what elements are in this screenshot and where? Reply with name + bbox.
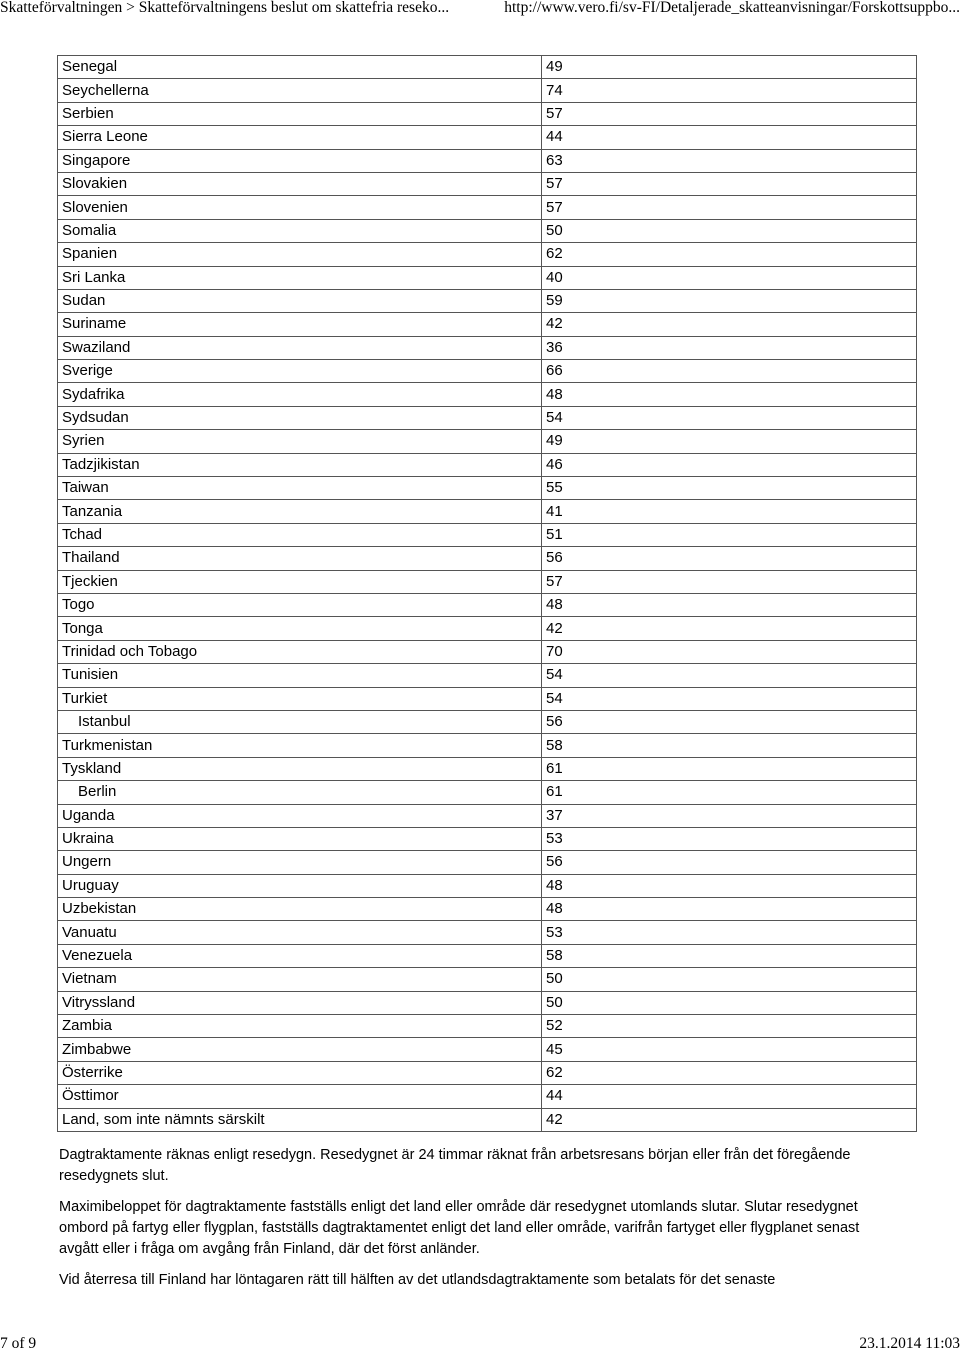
table-row: [58, 570, 917, 593]
table-row: [58, 664, 917, 687]
country-cell: Berlin: [58, 781, 542, 804]
print-footer: [0, 1336, 960, 1353]
amount-cell: 50: [542, 991, 917, 1014]
table-row: [58, 313, 917, 336]
amount-cell: 42: [542, 313, 917, 336]
amount-cell: 41: [542, 500, 917, 523]
note-paragraph-3: Vid återresa till Finland har löntagaren rätt till hälften av det utlandsdagtraktamente som betalats för det senaste: [59, 1272, 776, 1288]
amount-cell: 53: [542, 827, 917, 850]
table-row: [58, 593, 917, 616]
country-cell: Seychellerna: [58, 79, 542, 102]
print-header: [0, 0, 960, 22]
table-row: [58, 500, 917, 523]
table-row: [58, 430, 917, 453]
amount-cell: 54: [542, 664, 917, 687]
amount-cell: 50: [542, 219, 917, 242]
table-row: [58, 968, 917, 991]
country-cell: Sudan: [58, 289, 542, 312]
country-cell: Sierra Leone: [58, 126, 542, 149]
country-cell: Somalia: [58, 219, 542, 242]
country-cell: Turkiet: [58, 687, 542, 710]
country-cell: Swaziland: [58, 336, 542, 359]
table-row: [58, 477, 917, 500]
country-cell: Tyskland: [58, 757, 542, 780]
amount-cell: 50: [542, 968, 917, 991]
table-row: [58, 1108, 917, 1131]
country-cell: Syrien: [58, 430, 542, 453]
table-row: [58, 734, 917, 757]
country-cell: Sri Lanka: [58, 266, 542, 289]
table-row: [58, 921, 917, 944]
table-row: [58, 219, 917, 242]
country-cell: Singapore: [58, 149, 542, 172]
table-row: [58, 851, 917, 874]
amount-cell: 57: [542, 172, 917, 195]
amount-cell: 56: [542, 710, 917, 733]
country-cell: Uganda: [58, 804, 542, 827]
table-row: [58, 266, 917, 289]
table-row: [58, 523, 917, 546]
table-row: [58, 1085, 917, 1108]
country-cell: Tonga: [58, 617, 542, 640]
country-cell: Ukraina: [58, 827, 542, 850]
table-row: [58, 757, 917, 780]
table-row: [58, 289, 917, 312]
table-row: [58, 196, 917, 219]
country-cell: Tunisien: [58, 664, 542, 687]
table-row: [58, 172, 917, 195]
page-number: 7 of 9: [0, 1335, 37, 1352]
country-cell: Sverige: [58, 360, 542, 383]
table-row: [58, 1015, 917, 1038]
amount-cell: 42: [542, 1108, 917, 1131]
country-cell: Thailand: [58, 547, 542, 570]
amount-cell: 48: [542, 593, 917, 616]
country-cell: Istanbul: [58, 710, 542, 733]
country-cell: Taiwan: [58, 477, 542, 500]
table-row: [58, 944, 917, 967]
table-row: [58, 804, 917, 827]
table-row: [58, 102, 917, 125]
amount-cell: 45: [542, 1038, 917, 1061]
amount-cell: 40: [542, 266, 917, 289]
print-datetime: 23.1.2014 11:03: [859, 1335, 960, 1352]
table-row: [58, 406, 917, 429]
country-cell: Trinidad och Tobago: [58, 640, 542, 663]
amount-cell: 57: [542, 196, 917, 219]
notes: [59, 1145, 889, 1301]
amount-cell: 57: [542, 102, 917, 125]
page-url: http://www.vero.fi/sv-FI/Detaljerade_skatteanvisningar/Forskottsuppbo...: [504, 0, 960, 16]
amount-cell: 46: [542, 453, 917, 476]
amount-cell: 58: [542, 944, 917, 967]
table-row: [58, 453, 917, 476]
country-cell: Vietnam: [58, 968, 542, 991]
amount-cell: 36: [542, 336, 917, 359]
table-row: [58, 547, 917, 570]
amount-cell: 61: [542, 781, 917, 804]
table-row: [58, 687, 917, 710]
amount-cell: 56: [542, 851, 917, 874]
table-row: [58, 383, 917, 406]
country-cell: Togo: [58, 593, 542, 616]
amount-cell: 49: [542, 56, 917, 79]
country-cell: Slovenien: [58, 196, 542, 219]
table-row: [58, 617, 917, 640]
amount-cell: 48: [542, 898, 917, 921]
daily-allowance-table: [57, 55, 917, 1132]
country-cell: Österrike: [58, 1061, 542, 1084]
country-cell: Uruguay: [58, 874, 542, 897]
table-row: [58, 336, 917, 359]
table-row: [58, 991, 917, 1014]
country-cell: Suriname: [58, 313, 542, 336]
table-row: [58, 874, 917, 897]
amount-cell: 61: [542, 757, 917, 780]
amount-cell: 48: [542, 874, 917, 897]
table-row: [58, 827, 917, 850]
amount-cell: 55: [542, 477, 917, 500]
amount-cell: 62: [542, 1061, 917, 1084]
amount-cell: 62: [542, 243, 917, 266]
amount-cell: 48: [542, 383, 917, 406]
amount-cell: 37: [542, 804, 917, 827]
table-body: [58, 56, 917, 1132]
country-cell: Senegal: [58, 56, 542, 79]
country-cell: Turkmenistan: [58, 734, 542, 757]
amount-cell: 54: [542, 687, 917, 710]
country-cell: Tchad: [58, 523, 542, 546]
country-cell: Land, som inte nämnts särskilt: [58, 1108, 542, 1131]
amount-cell: 52: [542, 1015, 917, 1038]
amount-cell: 70: [542, 640, 917, 663]
amount-cell: 51: [542, 523, 917, 546]
table-row: [58, 1061, 917, 1084]
table-row: [58, 56, 917, 79]
amount-cell: 59: [542, 289, 917, 312]
page-title: Skatteförvaltningen > Skatteförvaltningens beslut om skattefria reseko...: [0, 0, 450, 16]
table-row: [58, 126, 917, 149]
country-cell: Tjeckien: [58, 570, 542, 593]
country-cell: Östtimor: [58, 1085, 542, 1108]
country-cell: Tanzania: [58, 500, 542, 523]
amount-cell: 44: [542, 1085, 917, 1108]
amount-cell: 58: [542, 734, 917, 757]
amount-cell: 56: [542, 547, 917, 570]
country-cell: Vitryssland: [58, 991, 542, 1014]
amount-cell: 44: [542, 126, 917, 149]
country-cell: Tadzjikistan: [58, 453, 542, 476]
note-paragraph-2: Maximibeloppet för dagtraktamente fastställs enligt det land eller område där resedygnet utomlands slutar. Slutar resedygnet ombord på fartyg eller flygplan, fastställs dagtraktamentet enligt det land eller område, varifrån fartyget eller flygplanet senast avgått eller i fråga om avgång från Finland, där det först anländer.: [59, 1199, 860, 1257]
amount-cell: 53: [542, 921, 917, 944]
table-row: [58, 149, 917, 172]
table-row: [58, 243, 917, 266]
table-row: [58, 640, 917, 663]
table-row: [58, 898, 917, 921]
country-cell: Zimbabwe: [58, 1038, 542, 1061]
country-cell: Slovakien: [58, 172, 542, 195]
table-row: [58, 360, 917, 383]
country-cell: Serbien: [58, 102, 542, 125]
amount-cell: 49: [542, 430, 917, 453]
country-cell: Zambia: [58, 1015, 542, 1038]
country-cell: Sydsudan: [58, 406, 542, 429]
amount-cell: 42: [542, 617, 917, 640]
table-row: [58, 781, 917, 804]
table-row: [58, 710, 917, 733]
country-cell: Uzbekistan: [58, 898, 542, 921]
table-row: [58, 1038, 917, 1061]
amount-cell: 54: [542, 406, 917, 429]
country-cell: Spanien: [58, 243, 542, 266]
country-cell: Sydafrika: [58, 383, 542, 406]
amount-cell: 57: [542, 570, 917, 593]
country-cell: Vanuatu: [58, 921, 542, 944]
note-paragraph-1: Dagtraktamente räknas enligt resedygn. Resedygnet är 24 timmar räknat från arbetsresans början eller från det föregående resedygnets slut.: [59, 1147, 851, 1184]
country-cell: Ungern: [58, 851, 542, 874]
amount-cell: 66: [542, 360, 917, 383]
country-cell: Venezuela: [58, 944, 542, 967]
amount-cell: 74: [542, 79, 917, 102]
amount-cell: 63: [542, 149, 917, 172]
table-row: [58, 79, 917, 102]
